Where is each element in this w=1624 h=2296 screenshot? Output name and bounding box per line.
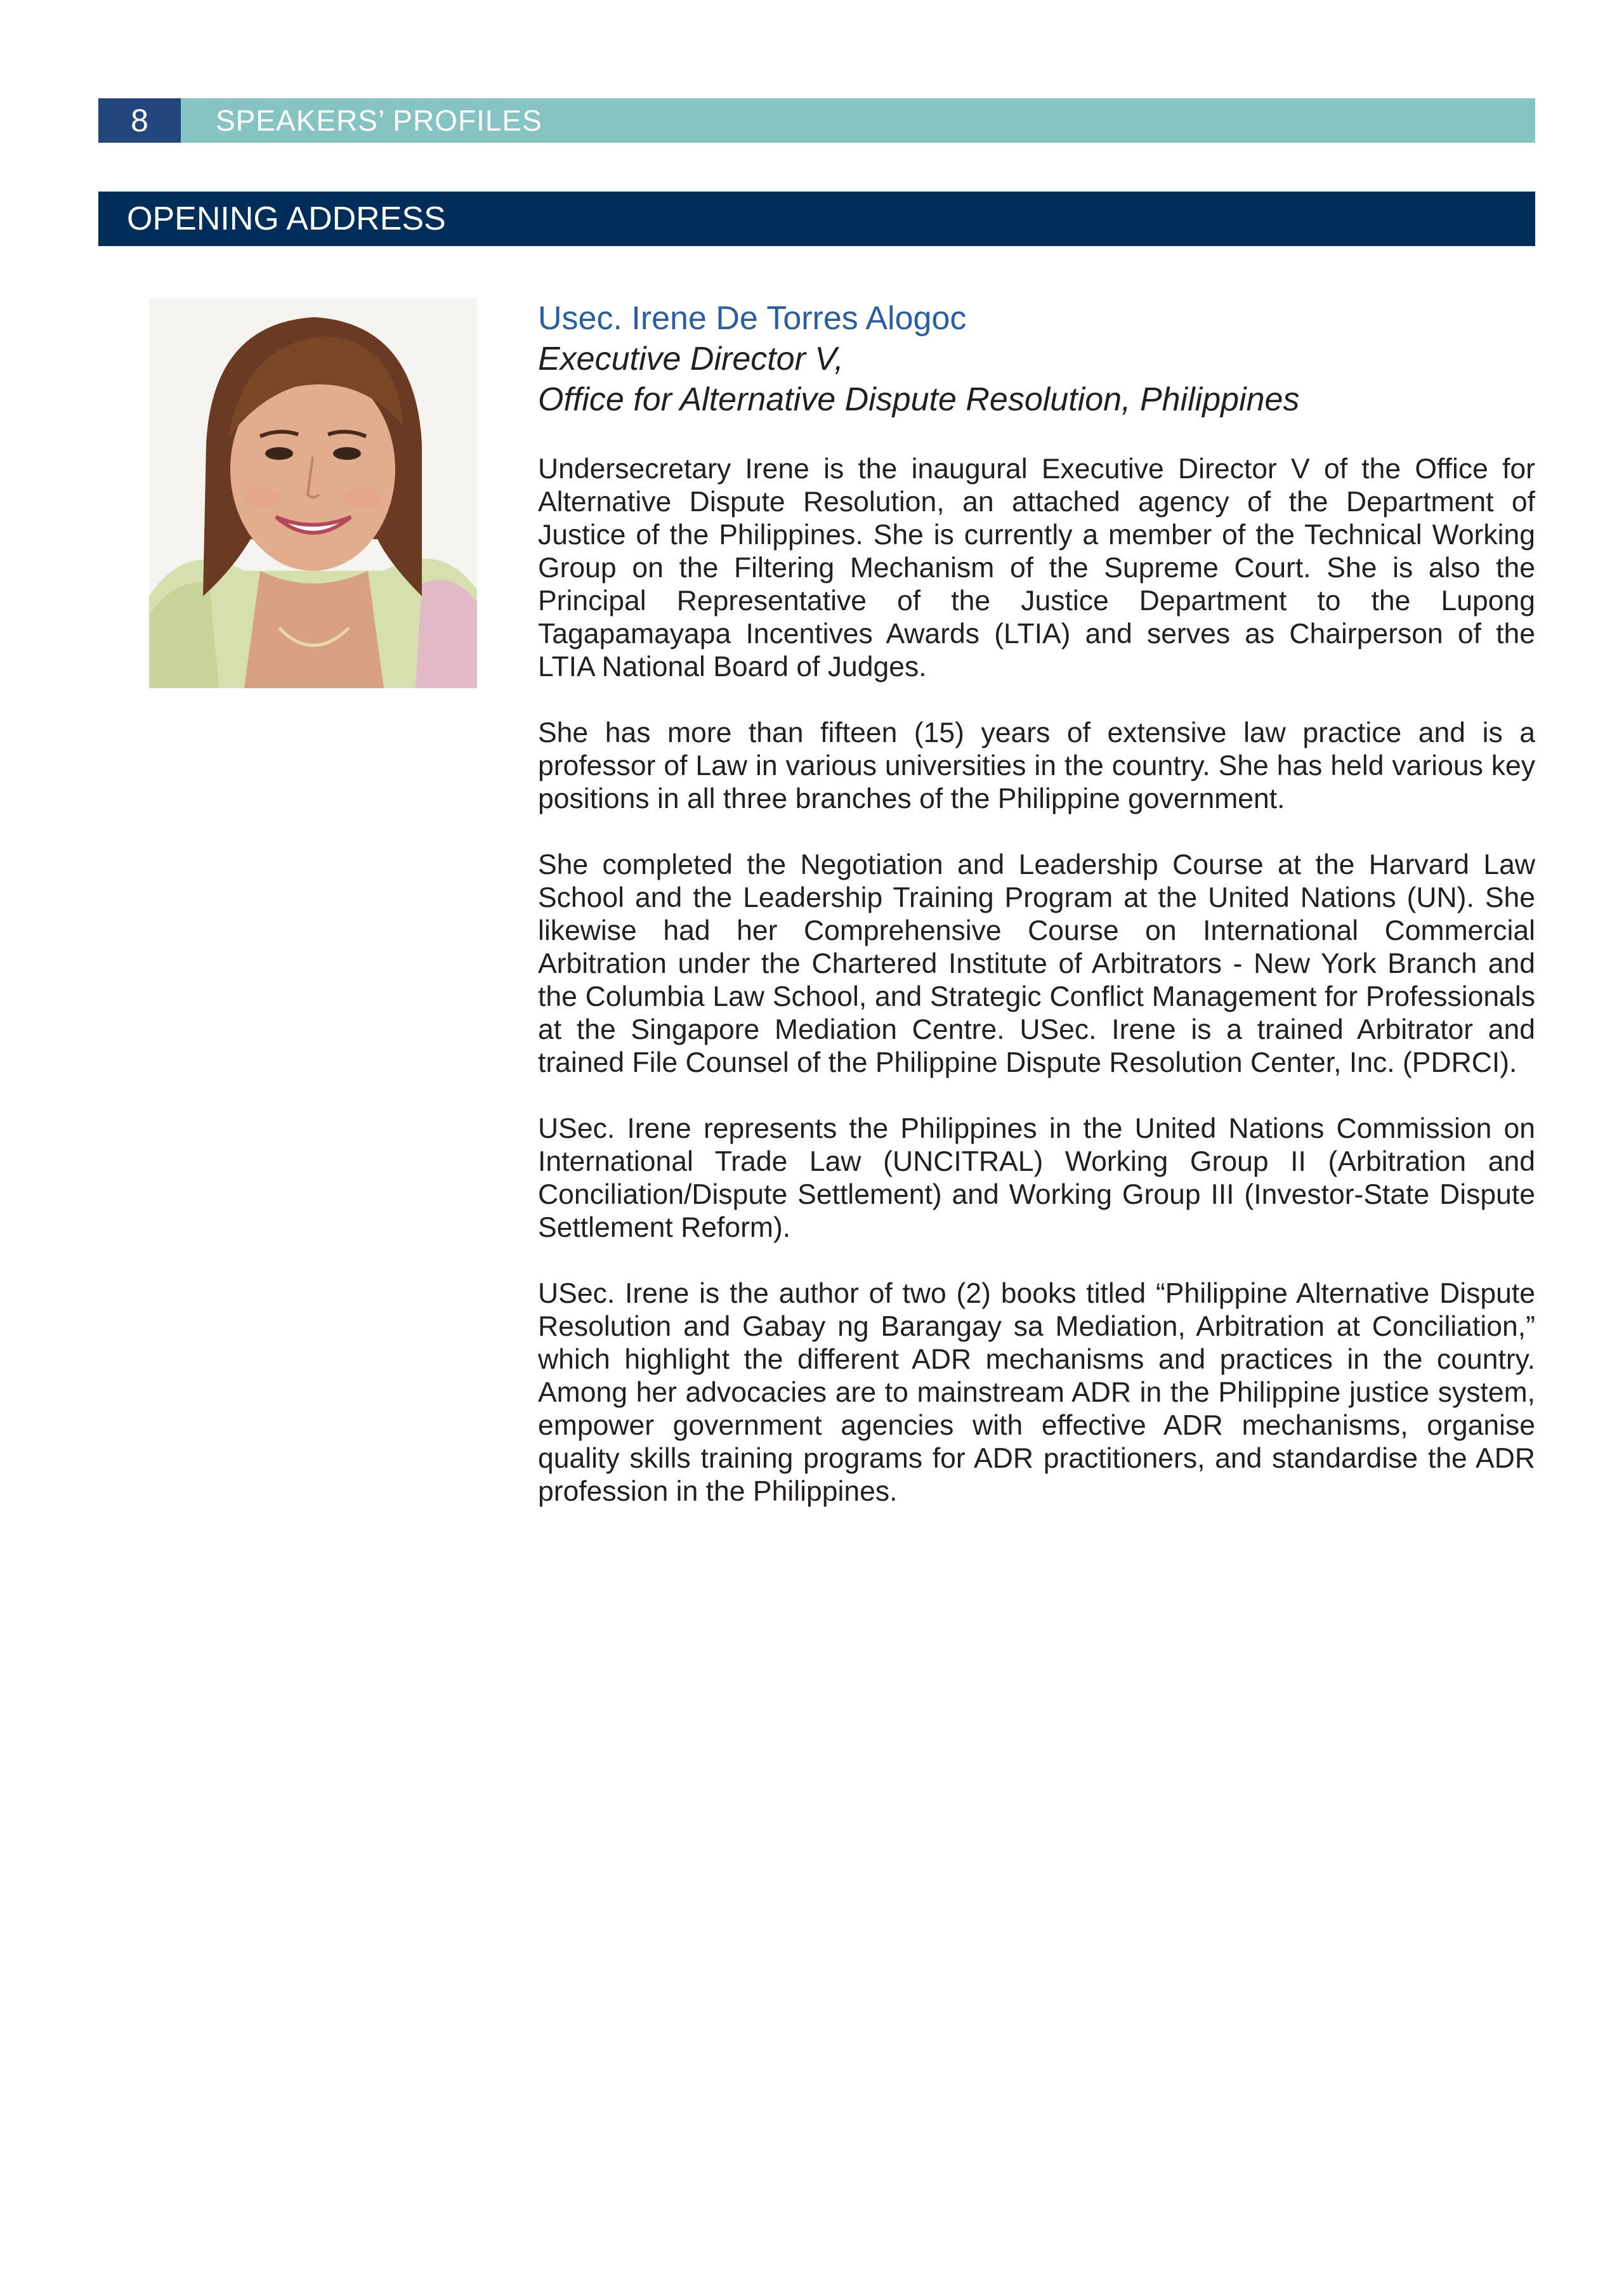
speaker-photo: [149, 298, 477, 688]
speaker-role-organization: Office for Alternative Dispute Resolution, Philippines: [538, 381, 1300, 418]
bio-paragraph: USec. Irene is the author of two (2) books titled “Philippine Alternative Dispute Resolution and Gabay ng Barangay sa Mediation, Arbitration at Conciliation,” which highlight the different ADR mechanisms and practices in the country. Among her advocacies are to mainstream ADR in the Philippine justice system, empower government agencies with effective ADR mechanisms, organise quality skills training programs for ADR practitioners, and standardise the ADR profession in the Philippines.: [538, 1278, 1535, 1507]
page-header-bar: [98, 98, 1535, 143]
section-title: OPENING ADDRESS: [127, 200, 446, 237]
speaker-bio: [538, 453, 1535, 1508]
section-heading-bar: [98, 192, 1535, 246]
bio-paragraph: She completed the Negotiation and Leadership Course at the Harvard Law School and the Leadership Training Program at the United Nations (UN). She likewise had her Comprehensive Course on International Commercial Arbitration under the Chartered Institute of Arbitrators - New York Branch and the Columbia Law School, and Strategic Conflict Management for Professionals at the Singapore Mediation Centre. USec. Irene is a trained Arbitrator and trained File Counsel of the Philippine Dispute Resolution Center, Inc. (PDRCI).: [538, 849, 1535, 1078]
speaker-name: Usec. Irene De Torres Alogoc: [538, 300, 967, 337]
bio-paragraph: Undersecretary Irene is the inaugural Executive Director V of the Office for Alternative Dispute Resolution, an attached agency of the Department of Justice of the Philippines. She is currently a member of the Technical Working Group on the Filtering Mechanism of the Supreme Court. She is also the Principal Representative of the Justice Department to the Lupong Tagapamayapa Incentives Awards (LTIA) and serves as Chairperson of the LTIA National Board of Judges.: [538, 453, 1535, 682]
page-number: 8: [98, 98, 181, 143]
speaker-profile: [538, 298, 1535, 1541]
header-section-label: SPEAKERS’ PROFILES: [216, 104, 542, 137]
bio-paragraph: She has more than fifteen (15) years of extensive law practice and is a professor of Law in various universities in the country. She has held various key positions in all three branches of the Philippine government.: [538, 717, 1535, 814]
bio-paragraph: USec. Irene represents the Philippines in the United Nations Commission on International Trade Law (UNCITRAL) Working Group II (Arbitration and Conciliation/Dispute Settlement) and Working Group III (Investor-State Dispute Settlement Reform).: [538, 1113, 1535, 1243]
speaker-role-title: Executive Director V,: [538, 341, 844, 377]
